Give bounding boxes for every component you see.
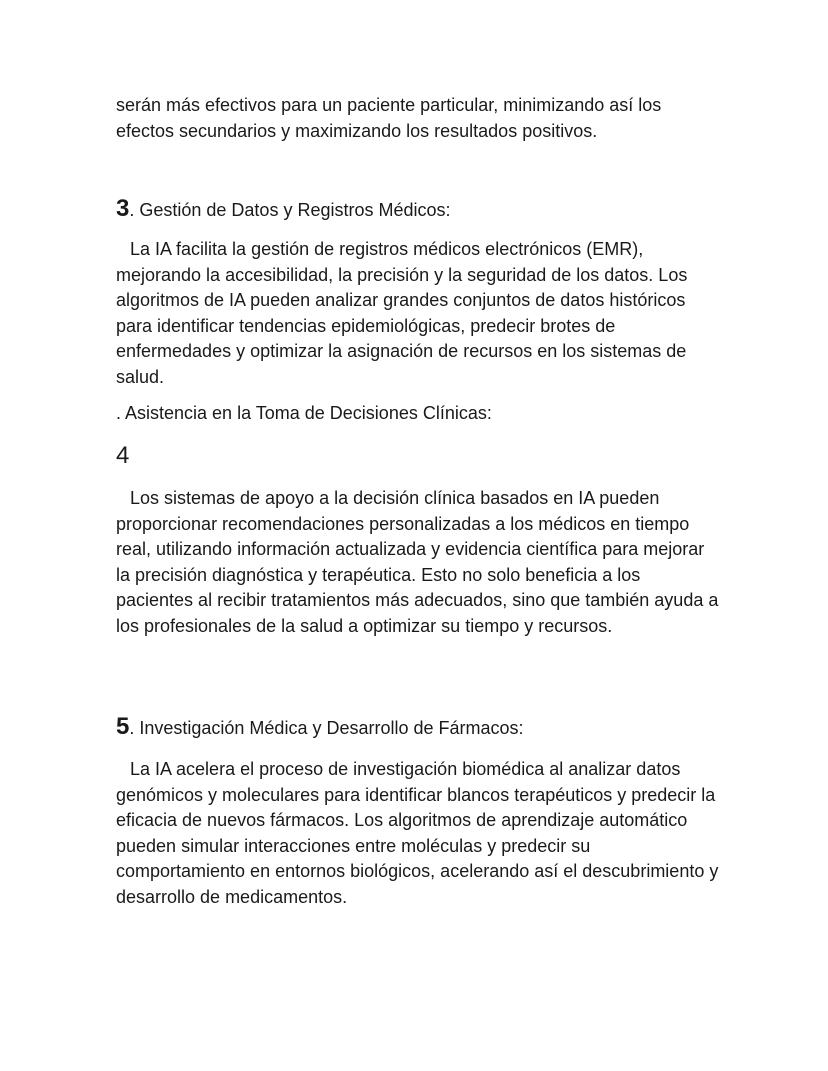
section-5-number: 5: [116, 713, 130, 740]
section-4-number: 4: [116, 442, 130, 469]
section-5-title: . Investigación Médica y Desarrollo de Fármacos:: [129, 718, 524, 738]
section-3-number: 3: [116, 195, 130, 222]
section-5-heading: [116, 714, 524, 741]
section-5-body: La IA acelera el proceso de investigación biomédica al analizar datos genómicos y moleculares para identificar blancos terapéuticos y predecir la eficacia de nuevos fármacos. Los algoritmos de aprendizaje automático pueden simular interacciones entre moléculas y predecir su comportamiento en entornos biológicos, acelerando así el descubrimiento y desarrollo de medicamentos.: [116, 759, 719, 907]
section-3-body: La IA facilita la gestión de registros médicos electrónicos (EMR), mejorando la accesibilidad, la precisión y la seguridad de los datos. Los algoritmos de IA pueden analizar grandes conjuntos de datos históricos para identificar tendencias epidemiológicas, predecir brotes de enfermedades y optimizar la asignación de recursos en los sistemas de salud.: [116, 239, 688, 387]
section-3-heading: [116, 196, 451, 223]
section-4-body: Los sistemas de apoyo a la decisión clínica basados en IA pueden proporcionar recomendaciones personalizadas a los médicos en tiempo real, utilizando información actualizada y evidencia científica para mejorar la precisión diagnóstica y terapéutica. Esto no solo beneficia a los pacientes al recibir tratamientos más adecuados, sino que también ayuda a los profesionales de la salud a optimizar su tiempo y recursos.: [116, 488, 719, 636]
intro-paragraph: serán más efectivos para un paciente particular, minimizando así los efectos secundarios y maximizando los resultados positivos.: [116, 95, 662, 141]
section-3-title: . Gestión de Datos y Registros Médicos:: [129, 200, 451, 220]
section-4-title: . Asistencia en la Toma de Decisiones Clínicas:: [116, 403, 492, 423]
